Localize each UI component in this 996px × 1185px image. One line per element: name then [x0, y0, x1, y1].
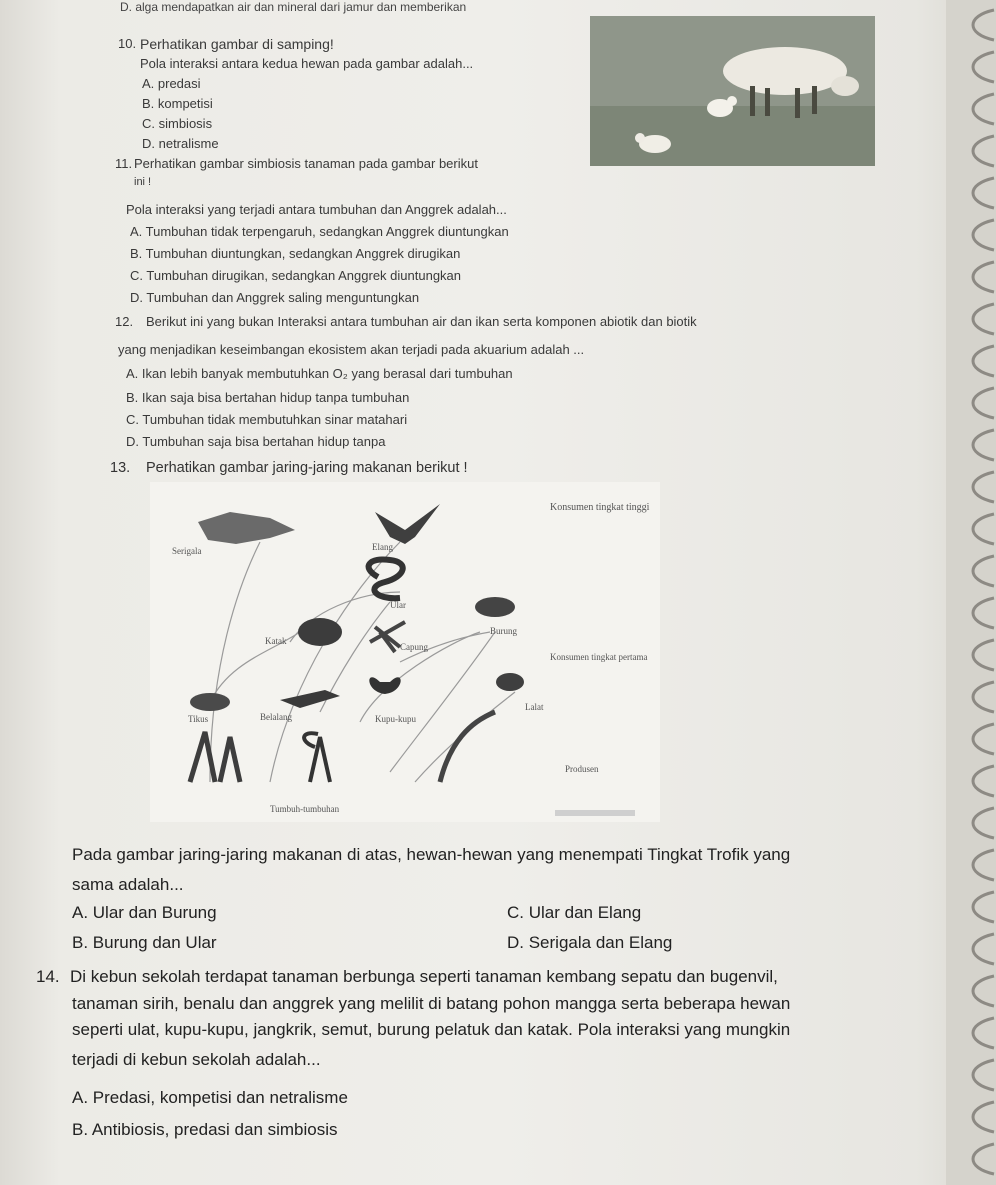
q14-number: 14. [36, 967, 60, 986]
q13-option-b[interactable]: B. Burung dan Ular [72, 933, 217, 952]
q10-prompt: Perhatikan gambar di samping! [140, 36, 334, 52]
bird-icon [475, 597, 515, 617]
label-konsumen-tingkat-pertama: Konsumen tingkat pertama [550, 652, 648, 662]
q12-number: 12. [115, 314, 134, 329]
q12-option-d[interactable]: D. Tumbuhan saja bisa bertahan hidup tanpa [126, 434, 386, 449]
image-credit-bar [555, 810, 635, 816]
label-konsumen-tingkat-tinggi: Konsumen tingkat tinggi [550, 502, 650, 513]
q14-option-a[interactable]: A. Predasi, kompetisi dan netralisme [72, 1088, 348, 1107]
q12-option-a[interactable]: A. Ikan lebih banyak membutuhkan O₂ yang berasal dari tumbuhan [126, 366, 513, 381]
q10-stem: Pola interaksi antara kedua hewan pada gambar adalah... [140, 56, 474, 71]
frog-icon [298, 618, 342, 646]
mouse-icon [190, 693, 230, 711]
q14-stem-line3: seperti ulat, kupu-kupu, jangkrik, semut, burung pelatuk dan katak. Pola interaksi yang mungkin [72, 1020, 791, 1039]
label-katak: Katak [265, 636, 287, 646]
label-burung: Burung [490, 626, 517, 636]
q10-option-c[interactable]: C. simbiosis [142, 116, 213, 131]
label-elang: Elang [372, 542, 393, 552]
q13-option-a[interactable]: A. Ular dan Burung [72, 903, 217, 922]
sheep-and-chickens-photo [590, 16, 875, 166]
q14-option-b[interactable]: B. Antibiosis, predasi dan simbiosis [72, 1120, 338, 1139]
fly-icon [496, 673, 524, 691]
q13-stem-line2: sama adalah... [72, 875, 184, 894]
q12-stem-line2: yang menjadikan keseimbangan ekosistem akan terjadi pada akuarium adalah ... [118, 342, 585, 357]
q11-option-d[interactable]: D. Tumbuhan dan Anggrek saling menguntungkan [130, 290, 420, 305]
label-serigala: Serigala [172, 546, 202, 556]
q12-stem-line1: Berikut ini yang bukan Interaksi antara tumbuhan air dan ikan serta komponen abiotik dan biotik [146, 314, 697, 329]
q11-stem: Pola interaksi yang terjadi antara tumbuhan dan Anggrek adalah... [126, 202, 507, 217]
q11-number: 11. [115, 156, 133, 171]
q11-option-a[interactable]: A. Tumbuhan tidak terpengaruh, sedangkan Anggrek diuntungkan [130, 224, 509, 239]
q11-option-b[interactable]: B. Tumbuhan diuntungkan, sedangkan Anggrek dirugikan [130, 246, 461, 261]
label-ular: Ular [390, 600, 406, 610]
label-tikus: Tikus [188, 714, 209, 724]
q11-prompt-cont: ini ! [134, 176, 152, 188]
q10-option-a[interactable]: A. predasi [142, 76, 201, 91]
q11-prompt: Perhatikan gambar simbiosis tanaman pada gambar berikut [134, 156, 478, 171]
q13-stem-line1: Pada gambar jaring-jaring makanan di atas, hewan-hewan yang menempati Tingkat Trofik yang [72, 845, 791, 864]
label-kupu-kupu: Kupu-kupu [375, 714, 416, 724]
label-lalat: Lalat [525, 702, 544, 712]
q14-stem-line2: tanaman sirih, benalu dan anggrek yang melilit di batang pohon mangga serta beberapa hewan [72, 994, 791, 1013]
label-tumbuhan: Tumbuh-tumbuhan [270, 804, 340, 814]
q10-number: 10. [118, 36, 137, 51]
label-belalang: Belalang [260, 712, 292, 722]
q13-prompt: Perhatikan gambar jaring-jaring makanan berikut ! [146, 460, 468, 476]
cut-top-line: D. alga mendapatkan air dan mineral dari jamur dan memberikan [120, 0, 467, 14]
spiral-binding [946, 0, 996, 1185]
q14-stem-line1: Di kebun sekolah terdapat tanaman berbunga seperti tanaman kembang sepatu dan bugenvil, [70, 967, 778, 986]
q14-stem-line4: terjadi di kebun sekolah adalah... [72, 1050, 321, 1069]
q13-option-d[interactable]: D. Serigala dan Elang [507, 933, 673, 952]
q10-option-b[interactable]: B. kompetisi [142, 96, 213, 111]
q12-option-b[interactable]: B. Ikan saja bisa bertahan hidup tanpa tumbuhan [126, 390, 410, 405]
q12-option-c[interactable]: C. Tumbuhan tidak membutuhkan sinar matahari [126, 412, 408, 427]
q13-option-c[interactable]: C. Ular dan Elang [507, 903, 642, 922]
label-capung: Capung [400, 642, 428, 652]
q11-option-c[interactable]: C. Tumbuhan dirugikan, sedangkan Anggrek diuntungkan [130, 268, 462, 283]
q10-option-d[interactable]: D. netralisme [142, 136, 219, 151]
label-produsen: Produsen [565, 764, 599, 774]
q13-number: 13. [110, 460, 131, 476]
food-web-diagram [150, 482, 660, 822]
